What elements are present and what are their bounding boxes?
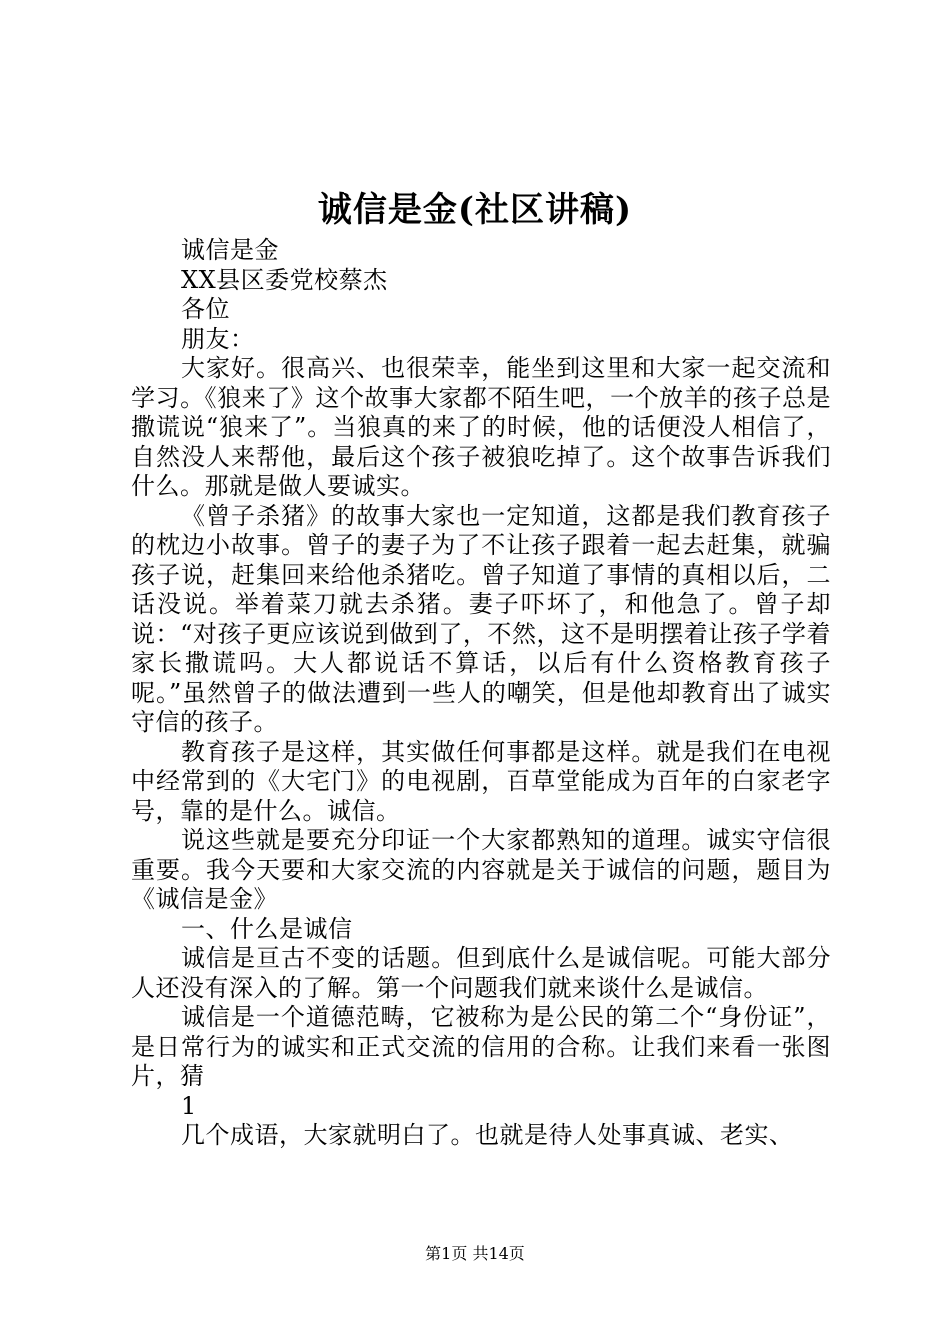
page-footer: 第1页 共14页 <box>425 1244 525 1263</box>
salutation-line-1: 各位 <box>181 295 230 323</box>
paragraph-definition: 诚信是一个道德范畴，它被称为是公民的第二个“身份证”，是日常行为的诚实和正式交流的信用的合称。让我们来看一张图片，猜 <box>131 1003 831 1090</box>
author-line: XX县区委党校蔡杰 <box>181 265 388 294</box>
document-body <box>131 236 831 1151</box>
paragraph-education: 教育孩子是这样，其实做任何事都是这样。就是我们在电视中经常到的《大宅门》的电视剧，百草堂能成为百年的白家老字号，靠的是什么。诚信。 <box>131 737 831 825</box>
paragraph-idioms: 几个成语，大家就明白了。也就是待人处事真诚、老实、 <box>181 1121 794 1149</box>
paragraph-intro: 大家好。很高兴、也很荣幸，能坐到这里和大家一起交流和学习。《狼来了》这个故事大家都不陌生吧，一个放羊的孩子总是撒谎说“狼来了”。当狼真的来了的时候，他的话便没人相信了，自然没人来帮他，最后这个孩子被狼吃掉了。这个故事告诉我们什么。那就是做人要诚实。 <box>131 354 831 500</box>
section-heading: 一、什么是诚信 <box>181 914 353 943</box>
subtitle-line: 诚信是金 <box>181 236 279 264</box>
paragraph-topic: 说这些就是要充分印证一个大家都熟知的道理。诚实守信很重要。我今天要和大家交流的内容就是关于诚信的问题，题目为《诚信是金》 <box>131 826 831 913</box>
paragraph-zengzi: 《曾子杀猪》的故事大家也一定知道，这都是我们教育孩子的枕边小故事。曾子的妻子为了不让孩子跟着一起去赶集，就骗孩子说，赶集回来给他杀猪吃。曾子知道了事情的真相以后，二话没说。举着菜刀就去杀猪。妻子吓坏了，和他急了。曾子却说：“对孩子更应该说到做到了，不然，这不是明摆着让孩子学着家长撒谎吗。大人都说话不算话，以后有什么资格教育孩子呢。”虽然曾子的做法遭到一些人的嘲笑，但是他却教育出了诚实守信的孩子。 <box>131 501 831 736</box>
salutation-line-2: 朋友： <box>181 324 255 353</box>
paragraph-what-is: 诚信是亘古不变的话题。但到底什么是诚信呢。可能大部分人还没有深入的了解。第一个问题我们就来谈什么是诚信。 <box>131 944 831 1002</box>
document-title: 诚信是金(社区讲稿) <box>317 190 633 230</box>
figure-number: 1 <box>181 1091 197 1120</box>
